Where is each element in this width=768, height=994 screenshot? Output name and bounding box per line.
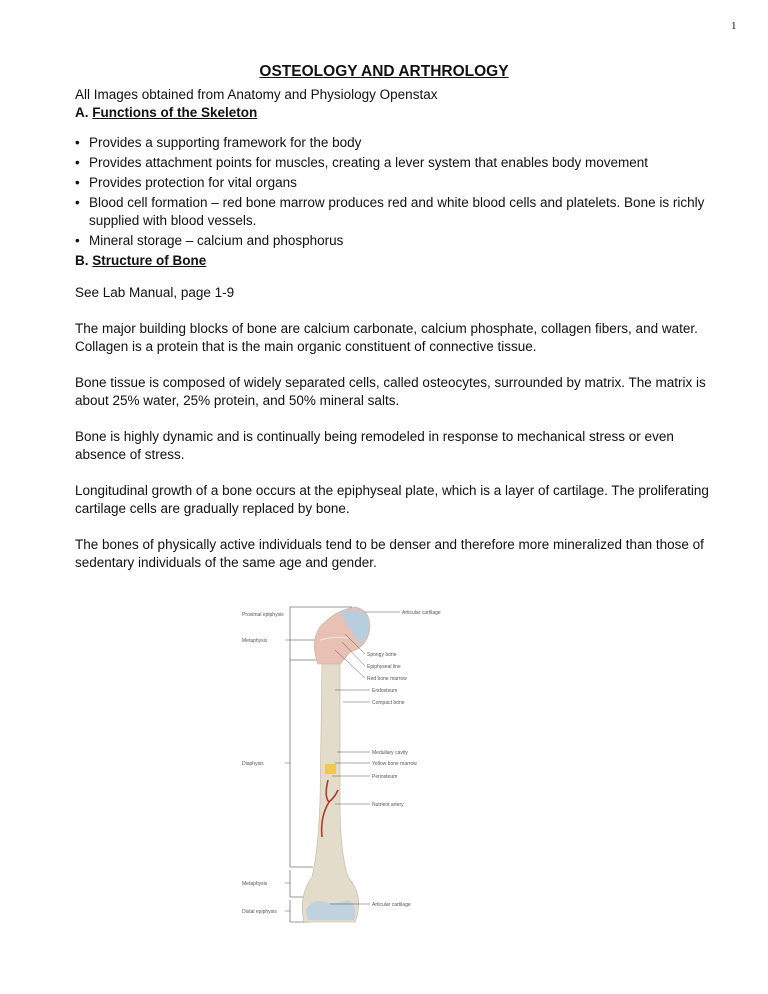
bullet-text: Provides attachment points for muscles, creating a lever system that enables body movement: [89, 155, 649, 170]
long-bone-diagram: [240, 602, 480, 924]
document-body: [75, 86, 715, 924]
label-periosteum: Periosteum: [372, 774, 398, 780]
label-metaphysis-distal: Metaphysis: [242, 881, 268, 887]
label-medullary-cavity: Medullary cavity: [372, 750, 408, 756]
label-metaphysis-proximal: Metaphysis: [242, 638, 268, 644]
label-proximal-epiphysis: Proximal epiphysis: [242, 612, 284, 618]
bullet-icon: •: [75, 175, 80, 190]
page-number: 1: [731, 20, 737, 32]
functions-list: [75, 134, 715, 250]
label-spongy-bone: Spongy bone: [367, 652, 397, 658]
label-nutrient-artery: Nutrient artery: [372, 802, 404, 808]
page-title: OSTEOLOGY AND ARTHROLOGY: [259, 63, 509, 80]
section-b-prefix: B.: [75, 253, 93, 268]
list-item: [75, 154, 715, 172]
bullet-text: Provides a supporting framework for the body: [89, 135, 362, 150]
list-item: [75, 174, 715, 192]
section-b-heading: [75, 252, 715, 270]
section-a-prefix: A.: [75, 105, 93, 120]
list-item: [75, 194, 715, 230]
section-a-title: Functions of the Skeleton: [92, 105, 258, 120]
label-diaphysis: Diaphysis: [242, 761, 264, 767]
label-compact-bone: Compact bone: [372, 700, 405, 706]
bullet-text: Mineral storage – calcium and phosphorus: [89, 233, 344, 248]
paragraph: The major building blocks of bone are calcium carbonate, calcium phosphate, collagen fibers, and water. Collagen is a protein that is the main organic constituent of connective tissue.: [75, 321, 698, 354]
label-endosteum: Endosteum: [372, 688, 398, 694]
bullet-icon: •: [75, 233, 80, 248]
section-a-heading: [75, 104, 715, 122]
label-articular-cartilage-bottom: Articular cartilage: [372, 902, 411, 908]
paragraph: Longitudinal growth of a bone occurs at the epiphyseal plate, which is a layer of cartilage. The proliferating cartilage cells are gradually replaced by bone.: [75, 483, 709, 516]
paragraph: The bones of physically active individuals tend to be denser and therefore more mineralized than those of sedentary individuals of the same age and gender.: [75, 537, 704, 570]
label-distal-epiphysis: Distal epiphysis: [242, 909, 277, 915]
section-b-title: Structure of Bone: [92, 253, 207, 268]
bullet-icon: •: [75, 195, 80, 210]
paragraph: See Lab Manual, page 1-9: [75, 285, 235, 300]
bullet-text: Provides protection for vital organs: [89, 175, 297, 190]
source-note: All Images obtained from Anatomy and Physiology Openstax: [75, 87, 438, 102]
label-red-bone-marrow: Red bone marrow: [367, 676, 407, 682]
list-item: [75, 232, 715, 250]
paragraph: Bone tissue is composed of widely separated cells, called osteocytes, surrounded by matrix. The matrix is about 25% water, 25% protein, and 50% mineral salts.: [75, 375, 706, 408]
label-articular-cartilage-top: Articular cartilage: [402, 610, 441, 616]
paragraph: Bone is highly dynamic and is continually being remodeled in response to mechanical stress or even absence of stress.: [75, 429, 674, 462]
label-yellow-bone-marrow: Yellow bone marrow: [372, 761, 417, 767]
label-epiphyseal-line: Epiphyseal line: [367, 664, 401, 670]
list-item: [75, 134, 715, 152]
bullet-text: Blood cell formation – red bone marrow produces red and white blood cells and platelets. Bone is richly supplied with blood vessels.: [89, 195, 705, 228]
bullet-icon: •: [75, 135, 80, 150]
bullet-icon: •: [75, 155, 80, 170]
